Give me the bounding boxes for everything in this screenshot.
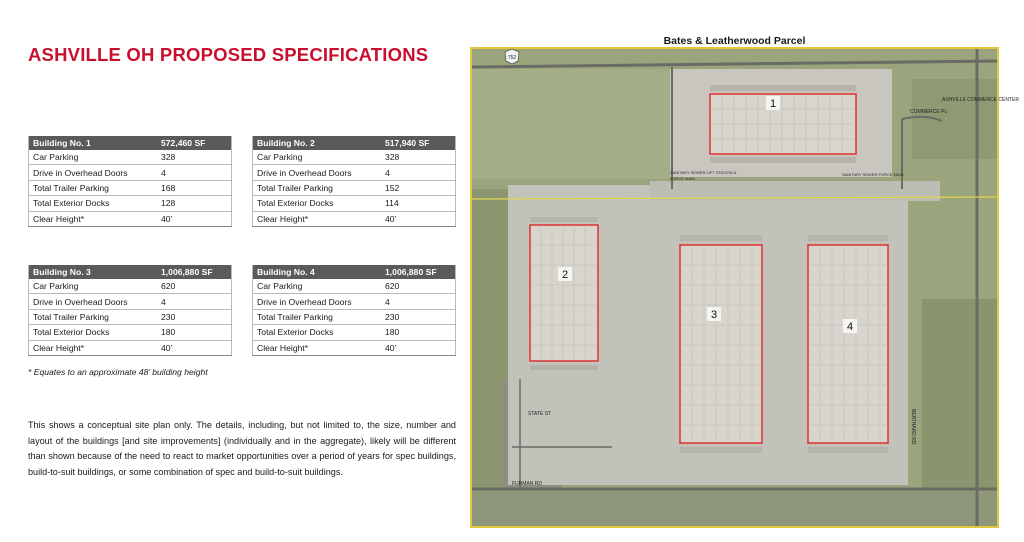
spec-value: 328 [381,150,456,165]
building-1 [710,94,856,154]
spec-value: 152 [381,180,456,195]
spec-label: Car Parking [253,150,382,165]
building-area: 1,006,880 SF [157,265,232,279]
site-plan-svg [472,49,1019,526]
spec-label: Total Exterior Docks [29,196,158,211]
building-4 [808,245,888,443]
field-area [472,489,997,526]
road-label: ASHVILLE COMMERCE CENTER [942,97,1019,103]
spec-table-building-2 [252,136,456,227]
disclaimer-text: This shows a conceptual site plan only. The details, including, but not limited to, the size, number and layout of the buildings [and site improvements] (individually and in the aggregate), likely will be different than shown because of the need to react to market opportunities over a period of years for spec buildings, build-to-suit buildings, or some combination of spec and build-to-suit buildings. [28,420,456,477]
spec-label: Total Exterior Docks [29,325,158,340]
site-plan-map [470,47,1019,528]
building-number: 4 [846,321,854,333]
building-2 [530,225,598,361]
building-name: Building No. 3 [29,265,158,279]
spec-table-building-1 [28,136,232,227]
spec-value: 128 [157,196,232,211]
building-number: 2 [561,269,569,281]
spec-label: Total Exterior Docks [253,325,382,340]
spec-value: 620 [381,279,456,294]
spec-value: 4 [157,294,232,309]
spec-value: 168 [157,180,232,195]
spec-label: Total Trailer Parking [29,180,158,195]
spec-label: Car Parking [253,279,382,294]
spec-label: Total Exterior Docks [253,196,382,211]
field-area [912,79,997,159]
spec-value: 4 [157,165,232,180]
spec-label: Drive in Overhead Doors [29,165,158,180]
spec-label: Car Parking [29,150,158,165]
map-title: Bates & Leatherwood Parcel [663,35,806,47]
spec-value: 114 [381,196,456,211]
road-label: STATE ST [528,411,552,417]
spec-value: 620 [157,279,232,294]
spec-value: 230 [381,309,456,324]
spec-value: 4 [381,165,456,180]
spec-value: 40’ [381,340,456,355]
spec-table-building-3 [28,265,232,356]
spec-label: Total Trailer Parking [29,309,158,324]
footnote: * Equates to an approximate 48’ building height [28,367,208,377]
building-number: 1 [769,98,777,110]
utility-label: FORCE MAIN [670,176,696,181]
spec-table-building-4 [252,265,456,356]
building-outline [530,225,598,361]
spec-label: Total Trailer Parking [253,309,382,324]
building-name: Building No. 1 [29,136,158,150]
building-number: 3 [710,309,718,321]
spec-label: Drive in Overhead Doors [29,294,158,309]
route-shield-label: 752 [507,55,517,61]
spec-label: Drive in Overhead Doors [253,165,382,180]
building-area: 517,940 SF [381,136,456,150]
road-label: COMMERCE PL [910,109,948,115]
building-area: 1,006,880 SF [381,265,456,279]
spec-value: 4 [381,294,456,309]
spec-value: 40’ [157,211,232,226]
road-label: FURMAN RD [512,481,542,487]
spec-value: 180 [381,325,456,340]
spec-label: Clear Height* [253,211,382,226]
spec-label: Clear Height* [253,340,382,355]
spec-label: Drive in Overhead Doors [253,294,382,309]
building-name: Building No. 2 [253,136,382,150]
spec-value: 328 [157,150,232,165]
spec-label: Car Parking [29,279,158,294]
spec-value: 230 [157,309,232,324]
road-label: BEATHARD RD [910,409,916,445]
spec-value: 40’ [157,340,232,355]
page-title: ASHVILLE OH PROPOSED SPECIFICATIONS [28,44,429,65]
utility-label: SANITARY SEWER LIFT STATION & [670,170,737,175]
building-name: Building No. 4 [253,265,382,279]
spec-label: Clear Height* [29,340,158,355]
building-area: 572,460 SF [157,136,232,150]
spec-value: 180 [157,325,232,340]
building-outline [680,245,762,443]
utility-label: SANITARY SEWER FORCE MAIN [842,172,904,177]
building-3 [680,245,762,443]
spec-value: 40’ [381,211,456,226]
spec-label: Total Trailer Parking [253,180,382,195]
field-area [472,69,672,179]
spec-label: Clear Height* [29,211,158,226]
